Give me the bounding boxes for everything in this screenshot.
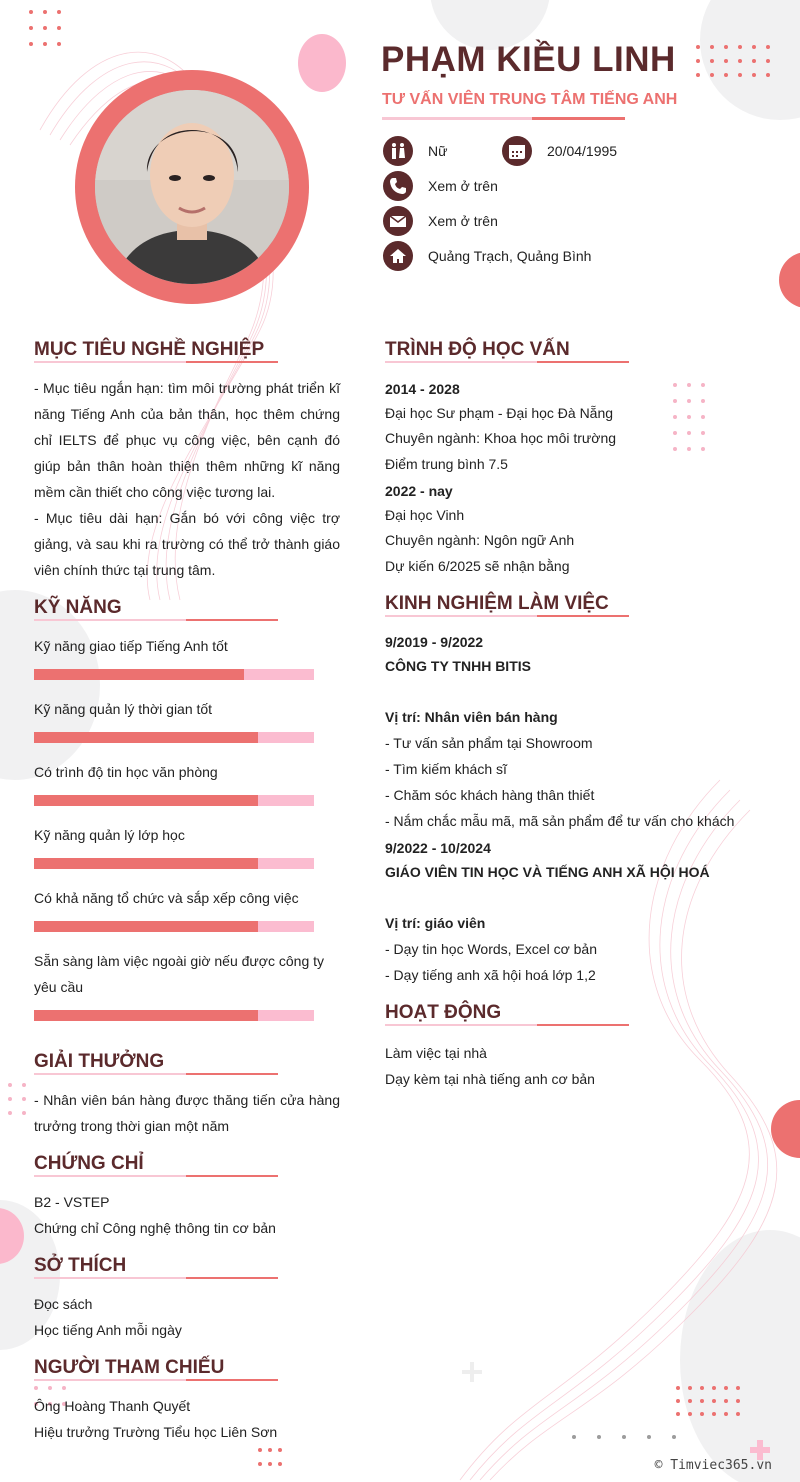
- gender-text: Nữ: [428, 143, 448, 159]
- job-title: TƯ VẤN VIÊN TRUNG TÂM TIẾNG ANH: [382, 91, 678, 108]
- dot-grid: [673, 383, 705, 451]
- experience-heading: KINH NGHIỆM LÀM VIỆC: [385, 593, 609, 614]
- dot-grid: [676, 1386, 740, 1416]
- dot-grid: [258, 1448, 282, 1466]
- section-underline: [385, 1024, 629, 1026]
- dot-grid: [29, 10, 61, 46]
- education-school: Đại học Vinh: [385, 507, 465, 523]
- education-period: 2014 - 2028: [385, 381, 460, 397]
- dot-grid: [8, 1083, 26, 1115]
- phone-text: Xem ở trên: [428, 178, 498, 194]
- award-text: - Nhân viên bán hàng được thăng tiến cửa hàng trưởng trong thời gian một năm: [34, 1092, 340, 1134]
- gender-icon: [383, 136, 413, 166]
- section-underline: [34, 1175, 278, 1177]
- hobbies-heading: SỞ THÍCH: [34, 1255, 127, 1276]
- experience-position: Vị trí: giáo viên: [385, 915, 486, 931]
- calendar-icon: [502, 136, 532, 166]
- hobby-item: Đọc sách: [34, 1296, 93, 1312]
- reference-item: Hiệu trưởng Trường Tiểu học Liên Sơn: [34, 1424, 278, 1440]
- phone-icon: [383, 171, 413, 201]
- skill-label: Có trình độ tin học văn phòng: [34, 764, 218, 780]
- education-major: Chuyên ngành: Ngôn ngữ Anh: [385, 532, 575, 548]
- skill-bar: [34, 732, 314, 743]
- activities-heading: HOẠT ĐỘNG: [385, 1002, 502, 1023]
- education-note: Dự kiến 6/2025 sẽ nhận bằng: [385, 558, 570, 574]
- section-underline: [34, 1379, 278, 1381]
- skill-label: Kỹ năng quản lý thời gian tốt: [34, 701, 213, 717]
- activity-item: Làm việc tại nhà: [385, 1045, 487, 1061]
- section-underline: [34, 361, 278, 363]
- objective-heading: MỤC TIÊU NGHỀ NGHIỆP: [34, 339, 265, 360]
- skill-bar: [34, 921, 314, 932]
- address-text: Quảng Trạch, Quảng Bình: [428, 248, 592, 264]
- experience-duty: - Dạy tiếng anh xã hội hoá lớp 1,2: [385, 967, 596, 983]
- plus-icon: [750, 1440, 770, 1460]
- plus-icon: [462, 1362, 482, 1382]
- skill-label: Kỹ năng giao tiếp Tiếng Anh tốt: [34, 638, 228, 654]
- certificates-heading: CHỨNG CHỈ: [34, 1153, 144, 1174]
- section-underline: [34, 1277, 278, 1279]
- skill-bar-fill: [34, 669, 244, 680]
- experience-period: 9/2019 - 9/2022: [385, 634, 484, 650]
- awards-heading: GIẢI THƯỞNG: [34, 1051, 165, 1072]
- education-note: Điểm trung bình 7.5: [385, 456, 508, 472]
- skill-bar-fill: [34, 795, 258, 806]
- education-major: Chuyên ngành: Khoa học môi trường: [385, 430, 617, 446]
- section-underline: [385, 361, 629, 363]
- skill-bar-fill: [34, 1010, 258, 1021]
- dot-row: [572, 1435, 676, 1439]
- candidate-name: PHẠM KIỀU LINH: [381, 40, 676, 79]
- section-underline: [34, 1073, 278, 1075]
- experience-company: CÔNG TY TNHH BITIS: [385, 658, 531, 674]
- skill-bar: [34, 858, 314, 869]
- email-icon: [383, 206, 413, 236]
- certificate-item: Chứng chỉ Công nghệ thông tin cơ bản: [34, 1220, 276, 1236]
- certificate-item: B2 - VSTEP: [34, 1194, 110, 1210]
- objective-short-term: - Mục tiêu ngắn hạn: tìm môi trường phát triển kĩ năng Tiếng Anh của bản thân, học thêm chứng chỉ IELTS để phục vụ công việc, bên cạnh đó giúp bản thân hoàn thiện thêm những kĩ năng mềm cần thiết cho công việc tương lai.: [34, 380, 340, 500]
- objective-long-term: - Mục tiêu dài hạn: Gắn bó với công việc trợ giảng, và sau khi ra trường có thể trở thành giáo viên chính thức tại trung tâm.: [34, 510, 340, 578]
- skills-heading: KỸ NĂNG: [34, 597, 122, 618]
- experience-duty: - Nắm chắc mẫu mã, mã sản phẩm để tư vấn cho khách: [385, 813, 735, 829]
- home-icon: [383, 241, 413, 271]
- birthday-text: 20/04/1995: [547, 143, 618, 159]
- skill-bar-fill: [34, 921, 258, 932]
- skill-label: Sẵn sàng làm việc ngoài giờ nếu được công ty yêu cầu: [34, 953, 325, 995]
- email-text: Xem ở trên: [428, 213, 498, 229]
- experience-duty: - Tư vấn sản phẩm tại Showroom: [385, 735, 593, 751]
- dot-grid: [696, 45, 770, 77]
- section-underline: [34, 619, 278, 621]
- experience-duty: - Chăm sóc khách hàng thân thiết: [385, 787, 595, 803]
- experience-period: 9/2022 - 10/2024: [385, 840, 491, 856]
- skill-label: Có khả năng tổ chức và sắp xếp công việc: [34, 890, 299, 906]
- pink-circle: [298, 34, 346, 92]
- skill-bar-fill: [34, 858, 258, 869]
- skill-bar-fill: [34, 732, 258, 743]
- education-school: Đại học Sư phạm - Đại học Đà Nẵng: [385, 405, 614, 421]
- education-heading: TRÌNH ĐỘ HỌC VẤN: [385, 339, 570, 360]
- experience-duty: - Dạy tin học Words, Excel cơ bản: [385, 941, 598, 957]
- skill-label: Kỹ năng quản lý lớp học: [34, 827, 185, 843]
- experience-position: Vị trí: Nhân viên bán hàng: [385, 709, 558, 725]
- activity-item: Dạy kèm tại nhà tiếng anh cơ bản: [385, 1071, 595, 1087]
- profile-photo: [95, 90, 289, 284]
- reference-item: Ông Hoàng Thanh Quyết: [34, 1398, 191, 1414]
- watermark: © Timviec365.vn: [654, 1458, 772, 1473]
- references-heading: NGƯỜI THAM CHIẾU: [34, 1357, 225, 1378]
- skill-bar: [34, 795, 314, 806]
- skill-bar: [34, 1010, 314, 1021]
- experience-company: GIÁO VIÊN TIN HỌC VÀ TIẾNG ANH XÃ HỘI HOÁ: [385, 864, 710, 880]
- skill-bar: [34, 669, 314, 680]
- section-underline: [385, 615, 629, 617]
- title-underline: [382, 117, 625, 120]
- education-period: 2022 - nay: [385, 483, 453, 499]
- experience-duty: - Tìm kiếm khách sĩ: [385, 761, 507, 777]
- hobby-item: Học tiếng Anh mỗi ngày: [34, 1322, 182, 1338]
- avatar: [95, 90, 289, 284]
